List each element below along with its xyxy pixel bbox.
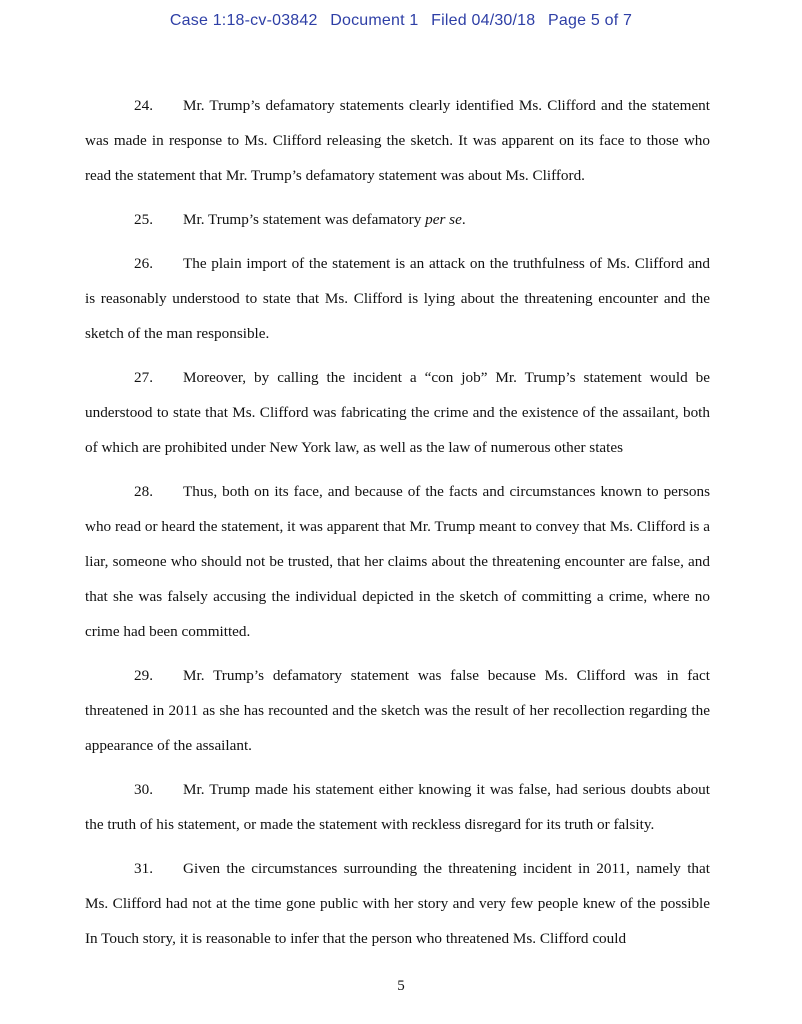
paragraph-text-end: . bbox=[461, 211, 466, 228]
paragraph-number: 24. bbox=[134, 97, 153, 114]
paragraph-number: 27. bbox=[134, 369, 153, 386]
paragraph-number: 26. bbox=[134, 255, 153, 272]
paragraph-27 bbox=[85, 360, 710, 465]
paragraph-30 bbox=[85, 772, 710, 842]
paragraph-number: 31. bbox=[134, 860, 153, 877]
paragraph-number: 30. bbox=[134, 781, 153, 798]
paragraph-text: Mr. Trump’s defamatory statement was false because Ms. Clifford was in fact threatened in 2011 as she has recounted and the sketch was the result of her recollection regarding the appearance of the assailant. bbox=[85, 667, 710, 754]
case-header bbox=[0, 12, 802, 30]
paragraph-number: 29. bbox=[134, 667, 153, 684]
case-number: Case 1:18-cv-03842 bbox=[169, 12, 318, 29]
paragraph-25 bbox=[85, 202, 710, 237]
paragraph-text: Thus, both on its face, and because of the facts and circumstances known to persons who read or heard the statement, it was apparent that Mr. Trump meant to convey that Ms. Clifford is a liar, someone who should not be trusted, that her claims about the threatening encounter are false, and that she was falsely accusing the individual depicted in the sketch of committing a crime, where no crime had been committed. bbox=[85, 483, 710, 640]
paragraph-24 bbox=[85, 88, 710, 193]
document-number: Document 1 bbox=[330, 12, 419, 29]
paragraph-26 bbox=[85, 246, 710, 351]
paragraph-31 bbox=[85, 851, 710, 956]
page-indicator: Page 5 of 7 bbox=[548, 12, 633, 29]
paragraph-number: 25. bbox=[134, 211, 153, 228]
paragraph-text: Mr. Trump made his statement either knowing it was false, had serious doubts about the truth of his statement, or made the statement with reckless disregard for its truth or falsity. bbox=[85, 781, 710, 833]
paragraph-29 bbox=[85, 658, 710, 763]
paragraph-number: 28. bbox=[134, 483, 153, 500]
paragraph-text: Moreover, by calling the incident a “con job” Mr. Trump’s statement would be understood to state that Ms. Clifford was fabricating the crime and the existence of the assailant, both of which are prohibited under New York law, as well as the law of numerous other states bbox=[85, 369, 710, 456]
page-number: 5 bbox=[397, 978, 405, 994]
paragraph-28 bbox=[85, 474, 710, 649]
document-body bbox=[85, 88, 710, 965]
paragraph-text: Mr. Trump’s defamatory statements clearly identified Ms. Clifford and the statement was made in response to Ms. Clifford releasing the sketch. It was apparent on its face to those who read the statement that Mr. Trump’s defamatory statement was about Ms. Clifford. bbox=[85, 97, 710, 184]
italic-term: per se bbox=[425, 211, 462, 228]
paragraph-text: Mr. Trump’s statement was defamatory bbox=[183, 211, 426, 228]
paragraph-text: The plain import of the statement is an attack on the truthfulness of Ms. Clifford and is reasonably understood to state that Ms. Clifford is lying about the threatening encounter and the sketch of the man responsible. bbox=[85, 255, 710, 342]
paragraph-text: Given the circumstances surrounding the threatening incident in 2011, namely that Ms. Clifford had not at the time gone public with her story and very few people knew of the possible In Touch story, it is reasonable to infer that the person who threatened Ms. Clifford could bbox=[85, 860, 710, 947]
filed-date: Filed 04/30/18 bbox=[431, 12, 536, 29]
